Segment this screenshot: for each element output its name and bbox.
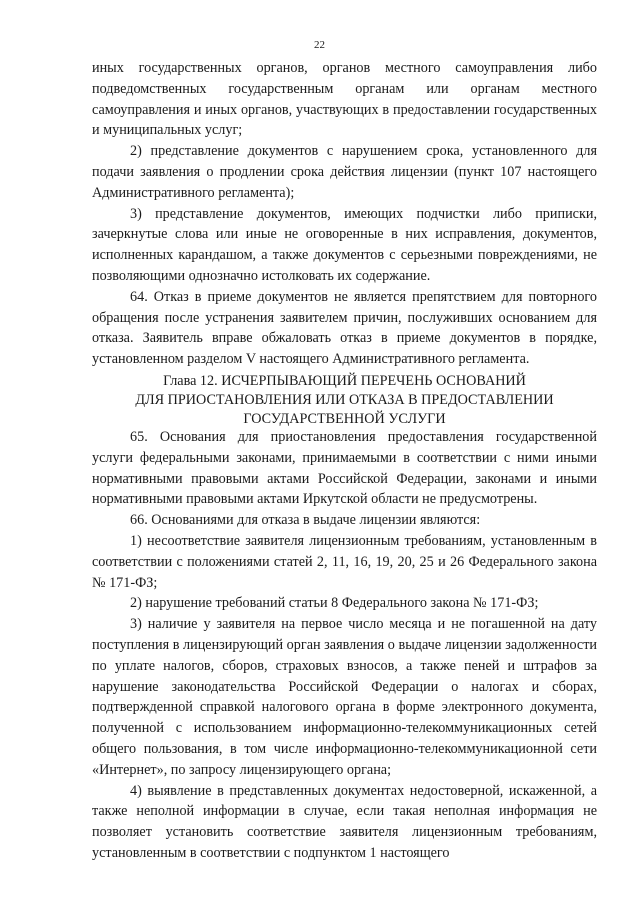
paragraph-continuation: иных государственных органов, органов местного самоуправления либо подведомственных государственным органам или органам местного самоуправления и иных органов, участвующих в предоставлении государственных и муниципальных услуг; [92, 60, 597, 139]
paragraph-65: 65. Основания для приостановления предоставления государственной услуги федеральными законами, принимаемыми в соответствии с ними иными нормативными правовыми актами Российской Федерации, законами и иными нормативными правовыми актами Иркутской области не предусмотрены. [92, 429, 597, 508]
chapter-heading [92, 372, 597, 429]
paragraph-item-3: 3) представление документов, имеющих подчистки либо приписки, зачеркнутые слова или иные не оговоренные в них исправления, документов, исполненных карандашом, а также документов с серьезными повреждениями, не позволяющими однозначно истолковать их содержание. [92, 205, 597, 284]
chapter-heading-line-3: ГОСУДАРСТВЕННОЙ УСЛУГИ [243, 411, 446, 427]
paragraph-66-item-4: 4) выявление в представленных документах недостоверной, искаженной, а также неполной информации в случае, если такая неполная информация не позволяет установить соответствие заявителя лицензионным требованиям, установленным в соответствии с подпунктом 1 настоящего [92, 782, 597, 861]
body-text-bottom [92, 427, 597, 864]
chapter-heading-line-1: Глава 12. ИСЧЕРПЫВАЮЩИЙ ПЕРЕЧЕНЬ ОСНОВАНИЙ [163, 373, 526, 389]
paragraph-66-item-1: 1) несоответствие заявителя лицензионным требованиям, установленным в соответствии с положениями статей 2, 11, 16, 19, 20, 25 и 26 Федерального закона № 171-ФЗ; [92, 532, 597, 591]
paragraph-66: 66. Основаниями для отказа в выдаче лицензии являются: [130, 512, 481, 529]
paragraph-66-item-2: 2) нарушение требований статьи 8 Федерального закона № 171-ФЗ; [130, 595, 539, 612]
page-number: 22 [314, 39, 325, 51]
paragraph-66-item-3: 3) наличие у заявителя на первое число месяца и не погашенной на дату поступления в лицензирующий орган заявления о выдаче лицензии задолженности по уплате налогов, сборов, страховых взносов, а также пеней и штрафов за нарушение законодательства Российской Федерации о налогах и сборах, подтвержденной справкой налогового органа в форме электронного документа, полученной с использованием информационно-телекоммуникационных сетей общего пользования, в том числе информационно-телекоммуникационной сети «Интернет», по запросу лицензирующего органа; [92, 616, 597, 778]
body-text-top [92, 58, 597, 370]
paragraph-64: 64. Отказ в приеме документов не является препятствием для повторного обращения после устранения заявителем причин, послуживших основанием для отказа. Заявитель вправе обжаловать отказ в приеме документов в порядке, установленном разделом V настоящего Административного регламента. [92, 288, 597, 368]
paragraph-item-2: 2) представление документов с нарушением срока, установленного для подачи заявления о продлении срока действия лицензии (пункт 107 настоящего Административного регламента); [92, 143, 597, 201]
chapter-heading-line-2: ДЛЯ ПРИОСТАНОВЛЕНИЯ ИЛИ ОТКАЗА В ПРЕДОСТАВЛЕНИИ [135, 392, 554, 408]
